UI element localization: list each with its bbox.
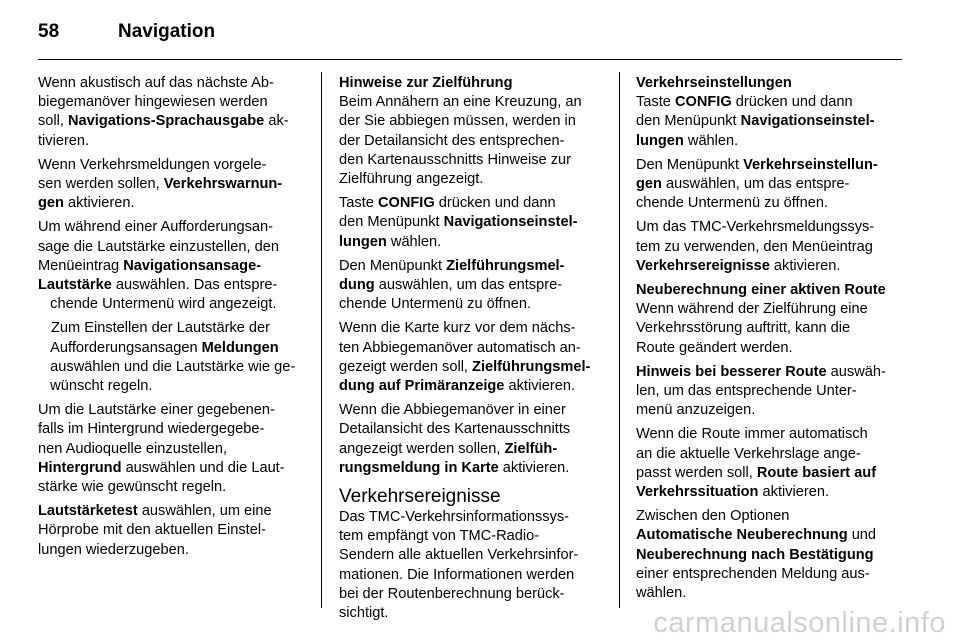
chapter-title: Navigation	[118, 21, 216, 42]
section-heading: Verkehrsereignisse	[339, 486, 501, 508]
paragraph: Das TMC-Verkehrsinformationssys- tem empfängt von TMC-Radio- Sendern alle aktuellen Verkehrsinfor- mationen. Die Informationen werden bei der Routenberechnung berück- sichtigt.	[339, 509, 579, 622]
paragraph: Den Menüpunkt Verkehrseinstellun- gen auswählen, um das entspre- chende Untermenü zu öffnen.	[636, 156, 878, 212]
menu-item-reference: Verkehrsereignisse	[636, 257, 770, 274]
paragraph: Um während einer Aufforderungsan- sage die Lautstärke einzustellen, den Menüeintrag Navigationsansage- Lautstärke auswählen. Das entspre- chende Untermenü wird angezeigt.	[38, 219, 279, 313]
menu-item-reference: Neuberechnung nach Bestätigung	[636, 546, 874, 563]
column-divider	[321, 72, 322, 608]
column-3	[636, 74, 904, 608]
paragraph: Zum Einstellen der Lautstärke der Aufforderungsansagen Meldungen auswählen und die Lautstärke wie ge- wünscht regeln.	[50, 320, 296, 395]
paragraph: Um die Lautstärke einer gegebenen- falls im Hintergrund wiedergegebe- nen Audioquelle einzustellen, Hintergrund auswählen und die Laut- stärke wie gewünscht regeln.	[38, 402, 285, 496]
button-reference: CONFIG	[377, 195, 435, 212]
menu-item-reference: gen	[38, 195, 64, 212]
subheading: Hinweise zur Zielführung	[339, 75, 513, 91]
menu-item-reference: lungen	[339, 233, 387, 250]
menu-item-reference: Hintergrund	[38, 459, 122, 476]
paragraph: Wenn die Karte kurz vor dem nächs- ten Abbiegemanöver automatisch an- gezeigt werden soll, Zielführungsmel- dung auf Primäranzeige aktivieren.	[339, 320, 591, 395]
menu-item-reference: gen	[636, 176, 662, 193]
menu-item-reference: Navigationseinstel-	[740, 113, 875, 130]
menu-item-reference: Navigationsansage-	[123, 257, 262, 274]
subheading: Verkehrseinstellungen	[636, 75, 792, 91]
paragraph: Wenn Verkehrsmeldungen vorgele- sen werden sollen, Verkehrswarnun- gen aktivieren.	[38, 156, 283, 212]
menu-item-reference: dung	[339, 277, 375, 294]
menu-item-reference: Lautstärke	[38, 277, 112, 294]
menu-item-reference: dung auf Primäranzeige	[339, 378, 505, 395]
paragraph: Um das TMC-Verkehrsmeldungssys- tem zu verwenden, den Menüeintrag Verkehrsereignisse aktivieren.	[636, 219, 875, 274]
paragraph: Wenn während der Zielführung eine Verkehrsstörung auftritt, kann die Route geändert werden.	[636, 301, 868, 356]
paragraph: Wenn akustisch auf das nächste Ab- biegemanöver hingewiesen werden soll, Navigations-Sprachausgabe ak- tivieren.	[38, 75, 289, 149]
menu-item-reference: lungen	[636, 132, 684, 149]
watermark: carmanualsonline.info	[653, 607, 946, 639]
subheading: Neuberechnung einer aktiven Route	[636, 282, 886, 299]
menu-item-reference: Zielfüh-	[504, 440, 558, 457]
page-number: 58	[38, 21, 60, 42]
menu-item-reference: Zielführungsmel-	[472, 358, 591, 375]
paragraph: Beim Annähern an eine Kreuzung, an der Sie abbiegen müssen, werden in der Detailansicht des entsprechen- den Kartenausschnitts Hinweise zur Zielführung angezeigt.	[339, 94, 582, 188]
paragraph: Taste CONFIG drücken und dann den Menüpunkt Navigationseinstel- lungen wählen.	[636, 94, 875, 149]
menu-item-reference: Verkehrswarnun-	[163, 176, 283, 193]
column-divider	[619, 72, 620, 608]
paragraph: Wenn die Route immer automatisch an die aktuelle Verkehrslage ange- passt werden soll, Route basiert auf Verkehrssituation aktivieren.	[636, 426, 877, 501]
paragraph: Zwischen den Optionen Automatische Neuberechnung und Neuberechnung nach Bestätigung einer entsprechenden Meldung aus- wählen.	[636, 508, 877, 602]
paragraph: Hinweis bei besserer Route auswäh- len, um das entsprechende Unter- menü anzuzeigen.	[636, 363, 886, 419]
menu-item-reference: Navigationseinstel-	[443, 214, 578, 231]
menu-item-reference: Verkehrseinstellun-	[743, 156, 878, 173]
column-1	[38, 74, 308, 565]
paragraph: Taste CONFIG drücken und dann den Menüpunkt Navigationseinstel- lungen wählen.	[339, 195, 578, 250]
paragraph: Wenn die Abbiegemanöver in einer Detailansicht des Kartenausschnitts angezeigt werden sollen, Zielfüh- rungsmeldung in Karte aktivieren.	[339, 402, 571, 476]
menu-item-reference: Automatische Neuberechnung	[636, 527, 848, 544]
menu-item-reference: Verkehrssituation	[636, 484, 759, 501]
menu-item-reference: Navigations-Sprachausgabe	[68, 113, 265, 130]
menu-item-reference: Hinweis bei besserer Route	[636, 363, 827, 380]
button-reference: CONFIG	[674, 94, 732, 111]
header-rule	[38, 59, 902, 60]
menu-item-reference: Lautstärketest	[38, 503, 138, 520]
menu-item-reference: Meldungen	[201, 339, 279, 356]
paragraph: Den Menüpunkt Zielführungsmel- dung auswählen, um das entspre- chende Untermenü zu öffnen.	[339, 257, 565, 313]
menu-item-reference: Zielführungsmel-	[446, 257, 565, 274]
menu-item-reference: rungsmeldung in Karte	[339, 459, 499, 476]
menu-item-reference: Route basiert auf	[756, 464, 877, 481]
column-2	[339, 74, 607, 628]
paragraph: Lautstärketest auswählen, um eine Hörprobe mit den aktuellen Einstel- lungen wiederzugeben.	[38, 503, 272, 558]
